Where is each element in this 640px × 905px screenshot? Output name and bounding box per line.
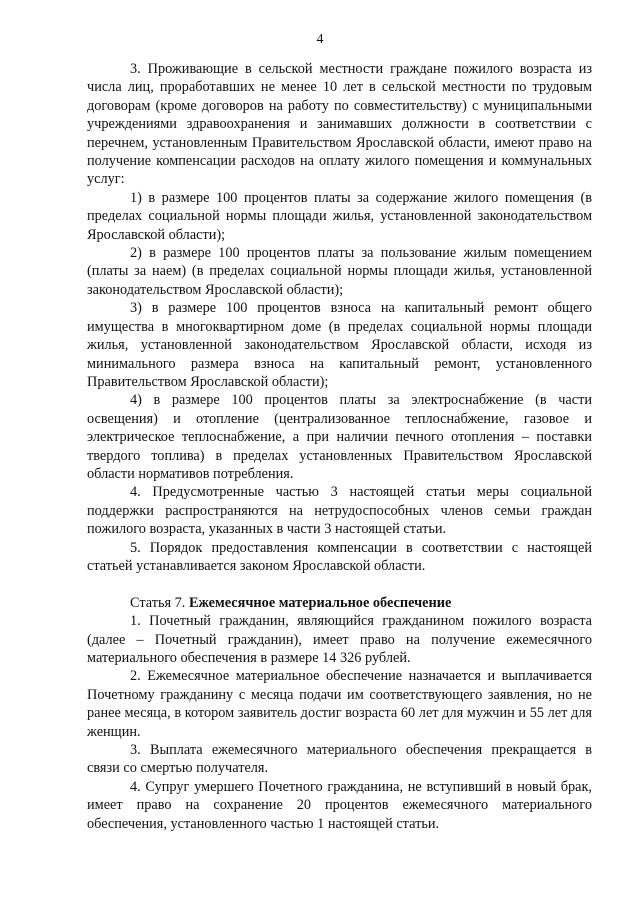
article-7-heading [87,594,592,612]
article-7-paragraph-4: 4. Супруг умершего Почетного гражданина, не вступивший в новый брак, имеет право на сохранение 20 процентов ежемесячного материального обеспечения, установленного частью 1 настоящей статьи. [87,778,592,832]
paragraph-part-5: 5. Порядок предоставления компенсации в соответствии с настоящей статьей устанавливается законом Ярославской области. [87,539,592,574]
paragraph-item-4: 4) в размере 100 процентов платы за электроснабжение (в части освещения) и отопление (централизованное теплоснабжение, газовое и электрическое теплоснабжение, а при наличии печного отопления – поставки твердого топлива) в пределах установленных Правительством Ярославской области нормативов потребления. [87,392,592,482]
paragraph-part-3: 3. Проживающие в сельской местности граждане пожилого возраста из числа лиц, проработавших не менее 10 лет в сельской местности по трудовым договорам (кроме договоров на работу по совместительству) с муниципальными учреждениями здравоохранения и занимавших должности в соответствии с перечнем, установленным Правительством Ярославской области, имеют право на получение компенсации расходов на оплату жилого помещения и коммунальных услуг: [87,61,592,188]
paragraph-item-2: 2) в размере 100 процентов платы за пользование жилым помещением (платы за наем) (в пределах социальной нормы площади жилья, установленной законодательством Ярославской области); [87,245,592,298]
paragraph-item-1: 1) в размере 100 процентов платы за содержание жилого помещения (в пределах социальной нормы площади жилья, установленной законодательством Ярославской области); [87,189,592,243]
article-7-paragraph-2: 2. Ежемесячное материальное обеспечение назначается и выплачивается Почетному гражданину с месяца подачи им соответствующего заявления, но не ранее месяца, в котором заявитель достиг возраста 60 лет для мужчин и 55 лет для женщин. [87,668,592,740]
article-7-paragraph-1: 1. Почетный гражданин, являющийся гражданином пожилого возраста (далее – Почетный гражданин), имеет право на получение ежемесячного материального обеспечения в размере 14 326 рублей. [87,613,592,666]
page-number: 4 [316,32,324,47]
paragraph-part-4: 4. Предусмотренные частью 3 настоящей статьи меры социальной поддержки распространяются на нетрудоспособных членов семьи граждан пожилого возраста, указанных в части 3 настоящей статьи. [87,484,592,538]
article-7-title: Ежемесячное материальное обеспечение [188,594,452,611]
article-7-paragraph-3: 3. Выплата ежемесячного материального обеспечения прекращается в связи со смертью получателя. [87,742,592,777]
document-body [87,60,592,833]
article-7-label: Статья 7. [130,594,186,611]
paragraph-item-3: 3) в размере 100 процентов взноса на капитальный ремонт общего имущества в многоквартирном доме (в пределах социальной нормы площади жилья, установленной законодательством Ярославской области, исходя из минимального размера взноса на капитальный ремонт, установленного Правительством Ярославской области); [87,300,592,390]
